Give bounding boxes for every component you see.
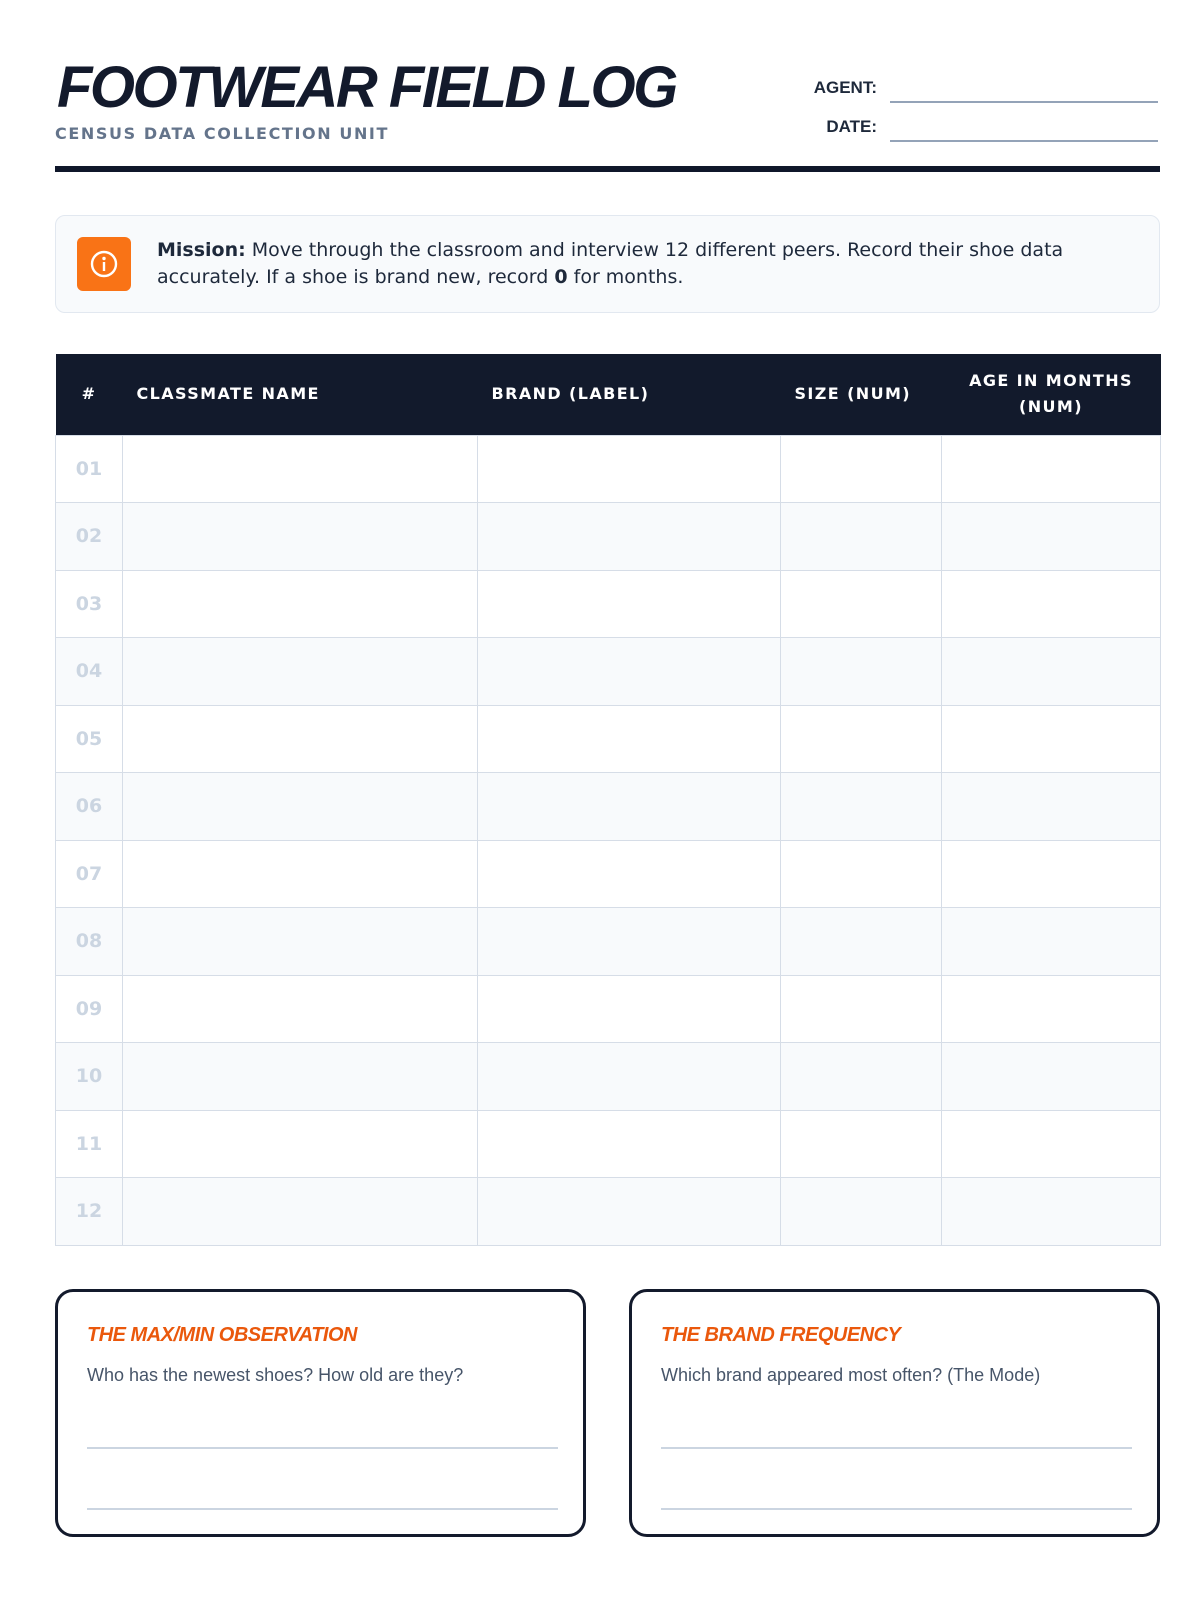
brand-cell[interactable] (478, 638, 781, 706)
info-icon (77, 237, 131, 291)
row-number: 04 (56, 638, 123, 706)
row-number: 08 (56, 908, 123, 976)
column-header-number: # (56, 354, 123, 435)
size-cell[interactable] (781, 503, 942, 571)
name-cell[interactable] (123, 975, 478, 1043)
size-cell[interactable] (781, 840, 942, 908)
size-cell[interactable] (781, 435, 942, 503)
row-number: 06 (56, 773, 123, 841)
table-row (56, 1178, 1161, 1246)
table-header-row (56, 354, 1161, 435)
size-cell[interactable] (781, 773, 942, 841)
mission-box (55, 215, 1160, 313)
brand-cell[interactable] (478, 1110, 781, 1178)
row-number: 01 (56, 435, 123, 503)
brand-frequency-card (629, 1289, 1160, 1537)
agent-label: AGENT: (813, 78, 877, 97)
column-header-size: SIZE (NUM) (781, 354, 942, 435)
size-cell[interactable] (781, 705, 942, 773)
age-cell[interactable] (942, 1178, 1161, 1246)
size-cell[interactable] (781, 908, 942, 976)
brand-cell[interactable] (478, 570, 781, 638)
age-cell[interactable] (942, 503, 1161, 571)
brand-cell[interactable] (478, 773, 781, 841)
name-cell[interactable] (123, 1043, 478, 1111)
table-row (56, 570, 1161, 638)
age-cell[interactable] (942, 773, 1161, 841)
size-cell[interactable] (781, 1043, 942, 1111)
date-label: DATE: (826, 117, 877, 136)
table-row (56, 975, 1161, 1043)
size-cell[interactable] (781, 638, 942, 706)
mission-lead: Mission: (157, 239, 246, 261)
brand-cell[interactable] (478, 908, 781, 976)
mission-body-1: Move through the classroom and interview 12 different peers. Record their shoe data accurately. If a shoe is brand new, record (157, 239, 1064, 288)
brand-cell[interactable] (478, 1043, 781, 1111)
name-cell[interactable] (123, 908, 478, 976)
age-cell[interactable] (942, 1110, 1161, 1178)
age-cell[interactable] (942, 638, 1161, 706)
age-cell[interactable] (942, 1043, 1161, 1111)
card-question: Who has the newest shoes? How old are they? (87, 1365, 464, 1385)
row-number: 05 (56, 705, 123, 773)
column-header-age: AGE IN MONTHS (NUM) (942, 354, 1161, 435)
name-cell[interactable] (123, 638, 478, 706)
table-row (56, 773, 1161, 841)
column-header-name: CLASSMATE NAME (123, 354, 478, 435)
page-header (55, 52, 1160, 172)
mission-highlight: 0 (554, 266, 568, 288)
brand-cell[interactable] (478, 840, 781, 908)
table-row (56, 638, 1161, 706)
table-row (56, 840, 1161, 908)
age-cell[interactable] (942, 975, 1161, 1043)
agent-field[interactable] (890, 101, 1158, 103)
table-row (56, 705, 1161, 773)
age-cell[interactable] (942, 840, 1161, 908)
size-cell[interactable] (781, 1178, 942, 1246)
row-number: 02 (56, 503, 123, 571)
name-cell[interactable] (123, 705, 478, 773)
answer-line[interactable] (661, 1508, 1132, 1510)
row-number: 12 (56, 1178, 123, 1246)
age-cell[interactable] (942, 705, 1161, 773)
card-title: THE BRAND FREQUENCY (661, 1324, 901, 1346)
name-cell[interactable] (123, 1110, 478, 1178)
page-title: FOOTWEAR FIELD LOG (57, 55, 676, 120)
row-number: 07 (56, 840, 123, 908)
data-table (55, 354, 1161, 1246)
mission-text (157, 237, 1147, 291)
row-number: 03 (56, 570, 123, 638)
name-cell[interactable] (123, 1178, 478, 1246)
row-number: 11 (56, 1110, 123, 1178)
brand-cell[interactable] (478, 975, 781, 1043)
table-row (56, 908, 1161, 976)
date-field[interactable] (890, 140, 1158, 142)
table-row (56, 1043, 1161, 1111)
row-number: 10 (56, 1043, 123, 1111)
age-cell[interactable] (942, 908, 1161, 976)
name-cell[interactable] (123, 435, 478, 503)
answer-line[interactable] (87, 1508, 558, 1510)
brand-cell[interactable] (478, 705, 781, 773)
header-divider (55, 166, 1160, 172)
table-row (56, 503, 1161, 571)
name-cell[interactable] (123, 840, 478, 908)
size-cell[interactable] (781, 975, 942, 1043)
card-question: Which brand appeared most often? (The Mode) (661, 1365, 1041, 1385)
card-title: THE MAX/MIN OBSERVATION (87, 1324, 357, 1346)
age-cell[interactable] (942, 435, 1161, 503)
name-cell[interactable] (123, 773, 478, 841)
row-number: 09 (56, 975, 123, 1043)
answer-line[interactable] (87, 1447, 558, 1449)
maxmin-card (55, 1289, 586, 1537)
mission-body-2: for months. (573, 266, 684, 288)
brand-cell[interactable] (478, 1178, 781, 1246)
table-row (56, 435, 1161, 503)
column-header-brand: BRAND (LABEL) (478, 354, 781, 435)
table-row (56, 1110, 1161, 1178)
brand-cell[interactable] (478, 503, 781, 571)
age-cell[interactable] (942, 570, 1161, 638)
size-cell[interactable] (781, 1110, 942, 1178)
name-cell[interactable] (123, 570, 478, 638)
size-cell[interactable] (781, 570, 942, 638)
brand-cell[interactable] (478, 435, 781, 503)
answer-line[interactable] (661, 1447, 1132, 1449)
page-subtitle: CENSUS DATA COLLECTION UNIT (55, 124, 390, 143)
name-cell[interactable] (123, 503, 478, 571)
